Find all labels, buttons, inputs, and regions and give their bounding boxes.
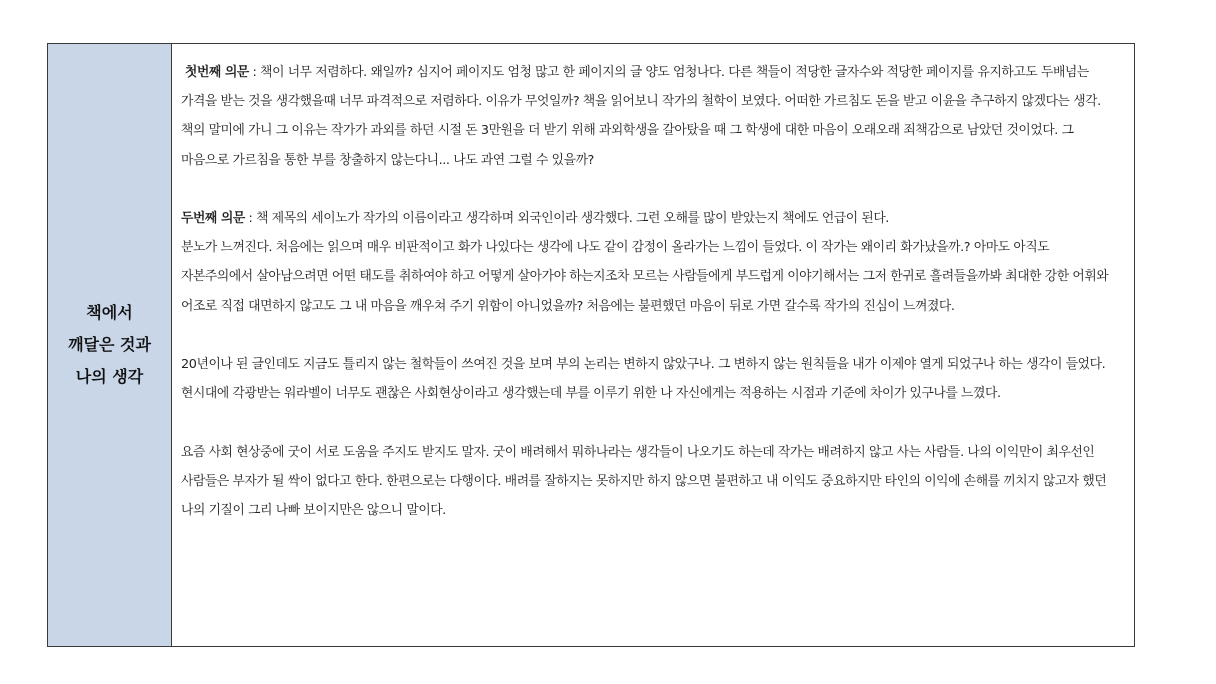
row-header-label [68,297,151,393]
second-question-title: 두번째 의문 [181,211,245,226]
paragraph-consideration: 요즘 사회 현상중에 굿이 서로 도움을 주지도 받지도 말자. 굿이 배려해서 뭐하나라는 생각들이 나오기도 하는데 작가는 배려하지 않고 사는 사람들. 나의 이익만이 최우선인 사람들은 부자가 될 싹이 없다고 한다. 한편으로는 다행이다. 배려를 잘하지는 못하지만 하지 않으면 불편하고 내 이익도 중요하지만 타인의 이익에 손해를 끼치지 않고자 했던 나의 기질이 그리 나빠 보이지만은 않으니 말이다. [181,444,1107,518]
row-header-line-3: 나의 생각 [75,367,144,386]
row-header-cell [48,44,172,646]
first-question-title: 첫번째 의문 [185,65,249,80]
first-question-text: : 책이 너무 저렴하다. 왜일까? 심지어 페이지도 엄청 많고 한 페이지의 글 양도 엄청나다. 다른 책들이 적당한 글자수와 적당한 페이지를 유지하고도 두배넘는 가격을 받는 것을 생각했을때 너무 파격적으로 저렴하다. 이유가 무엇일까? 책을 읽어보니 작가의 철학이 보였다. 어떠한 가르침도 돈을 받고 이윤을 추구하지 않겠다는 생각. 책의 말미에 가니 그 이유는 작가가 과외를 하던 시절 돈 3만원을 더 받기 위해 과외학생을 갈아탔을 때 그 학생에 대한 마음이 오래오래 죄책감으로 남았던 것이었다. 그 마음으로 가르침을 통한 부를 창출하지 않는다니... 나도 과연 그럴 수 있을까? [181,65,1101,168]
row-header-line-2: 깨달은 것과 [68,335,151,354]
paragraph-philosophy: 20년이나 된 글인데도 지금도 틀리지 않는 철학들이 쓰여진 것을 보며 부의 논리는 변하지 않았구나. 그 변하지 않는 원칙들을 내가 이제야 열게 되었구나 하는 생각이 들었다. 현시대에 각광받는 워라벨이 너무도 괜찮은 사회현상이라고 생각했는데 부를 이루기 위한 나 자신에게는 적용하는 시점과 기준에 차이가 있구나를 느꼈다. [181,357,1106,402]
paragraph-second-question [181,204,1124,321]
paragraph-first-question [181,58,1124,175]
document-table [47,43,1135,647]
row-header-line-1: 책에서 [86,303,133,322]
second-question-text-continued: 분노가 느껴진다. 처음에는 읽으며 매우 비판적이고 화가 나있다는 생각에 나도 같이 감정이 올라가는 느낌이 들었다. 이 작가는 왜이리 화가났을까.? 아마도 아직도 자본주의에서 살아남으려면 어떤 태도를 취하여야 하고 어떻게 살아가야 하는지조차 모르는 사람들에게 부드럽게 이야기해서는 그저 한귀로 흘려들을까봐 최대한 강한 어휘와 어조로 직접 대면하지 않고도 그 내 마음을 깨우쳐 주기 위함이 아니었을까? 처음에는 불편했던 마음이 뒤로 가면 갈수록 작가의 진심이 느껴졌다. [181,240,1109,314]
second-question-text: : 책 제목의 세이노가 작가의 이름이라고 생각하며 외국인이라 생각했다. 그런 오해를 많이 받았는지 책에도 언급이 된다. [244,211,889,226]
content-cell [172,44,1134,646]
